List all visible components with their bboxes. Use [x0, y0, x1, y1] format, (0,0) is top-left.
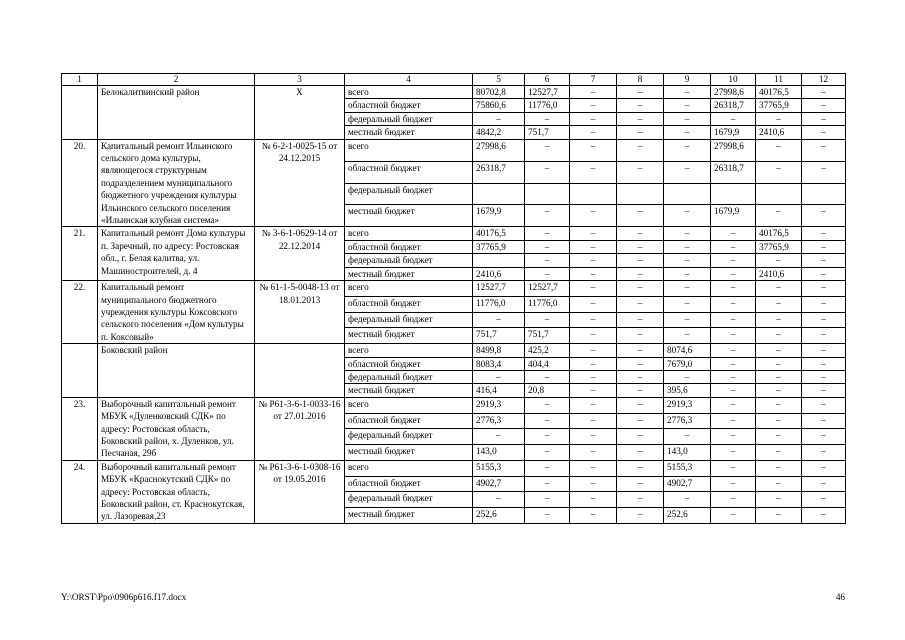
funding-source: местный бюджет [345, 267, 473, 280]
amount-cell-col-5: 4902,7 [473, 476, 525, 492]
amount-cell-col-8: – [617, 312, 664, 328]
amount-cell-col-12: – [802, 508, 846, 524]
amount-cell-col-10: 27998,6 [711, 139, 756, 161]
column-number-row [62, 74, 846, 86]
amount-cell-col-10: – [711, 328, 756, 344]
amount-cell-col-9: – [664, 205, 711, 227]
object-name: Выборочный капитальный ремонт МБУК «Краснокутский СДК» по адресу: Ростовская область, Боковский район, ст. Краснокутская, ул. Лазоревая,23 [98, 460, 255, 523]
amount-cell-col-10: – [711, 296, 756, 312]
amount-cell-col-12: – [802, 328, 846, 344]
amount-cell-col-5: 143,0 [473, 445, 525, 461]
amount-cell-col-9: – [664, 240, 711, 253]
amount-cell-col-12: – [802, 344, 846, 357]
table-row [62, 281, 846, 297]
column-number-5: 5 [473, 74, 525, 86]
amount-cell-col-8: – [617, 227, 664, 240]
amount-cell-col-9: – [664, 227, 711, 240]
amount-cell-col-5: 2919,3 [473, 397, 525, 413]
amount-cell-col-6: – [525, 370, 570, 383]
amount-cell-col-6: 12527,7 [525, 86, 570, 99]
amount-cell-col-8: – [617, 112, 664, 125]
amount-cell-col-8: – [617, 460, 664, 476]
amount-cell-col-5: 252,6 [473, 508, 525, 524]
column-number-3: 3 [255, 74, 345, 86]
amount-cell-col-11: – [756, 328, 802, 344]
amount-cell-col-7: – [570, 312, 617, 328]
amount-cell-col-8: – [617, 445, 664, 461]
amount-cell-col-6: 404,4 [525, 357, 570, 370]
amount-cell-col-5: 751,7 [473, 328, 525, 344]
amount-cell-col-5: 12527,7 [473, 281, 525, 297]
amount-cell-col-7: – [570, 344, 617, 357]
amount-cell-col-5: 4842,2 [473, 126, 525, 139]
budget-table [61, 73, 846, 524]
amount-cell-col-7: – [570, 328, 617, 344]
amount-cell-col-9: – [664, 281, 711, 297]
amount-cell-col-11: – [756, 139, 802, 161]
amount-cell-col-9: 2776,3 [664, 413, 711, 429]
object-name: Капитальный ремонт Дома культуры п. Заречный, по адресу: Ростовская обл., г. Белая калитва, ул. Машиностроителей, д. 4 [98, 227, 255, 281]
amount-cell-col-5: 416,4 [473, 384, 525, 397]
amount-cell-col-11: – [756, 460, 802, 476]
amount-cell-col-7: – [570, 445, 617, 461]
amount-cell-col-10: – [711, 429, 756, 445]
amount-cell-col-5: – [473, 112, 525, 125]
amount-cell-col-11: 37765,9 [756, 99, 802, 112]
amount-cell-col-12 [802, 183, 846, 205]
funding-source: областной бюджет [345, 99, 473, 112]
amount-cell-col-9: – [664, 429, 711, 445]
amount-cell-col-5: – [473, 492, 525, 508]
column-number-6: 6 [525, 74, 570, 86]
amount-cell-col-11: 37765,9 [756, 240, 802, 253]
amount-cell-col-5: 40176,5 [473, 227, 525, 240]
amount-cell-col-9: – [664, 139, 711, 161]
amount-cell-col-9: 252,6 [664, 508, 711, 524]
amount-cell-col-11: – [756, 370, 802, 383]
amount-cell-col-11: – [756, 357, 802, 370]
amount-cell-col-8: – [617, 161, 664, 183]
amount-cell-col-11: – [756, 384, 802, 397]
table-row [62, 86, 846, 99]
amount-cell-col-6: – [525, 429, 570, 445]
column-number-7: 7 [570, 74, 617, 86]
amount-cell-col-6: – [525, 460, 570, 476]
amount-cell-col-6: – [525, 240, 570, 253]
funding-source: федеральный бюджет [345, 429, 473, 445]
amount-cell-col-7: – [570, 227, 617, 240]
amount-cell-col-10: – [711, 240, 756, 253]
funding-source: всего [345, 86, 473, 99]
amount-cell-col-6: 20,8 [525, 384, 570, 397]
item-number: 22. [62, 281, 98, 344]
amount-cell-col-10: – [711, 357, 756, 370]
amount-cell-col-11: 40176,5 [756, 86, 802, 99]
amount-cell-col-5: 11776,0 [473, 296, 525, 312]
amount-cell-col-9: – [664, 126, 711, 139]
amount-cell-col-11: – [756, 161, 802, 183]
amount-cell-col-5: 5155,3 [473, 460, 525, 476]
table-row [62, 139, 846, 161]
amount-cell-col-9: – [664, 99, 711, 112]
amount-cell-col-7: – [570, 476, 617, 492]
amount-cell-col-10: – [711, 281, 756, 297]
amount-cell-col-8: – [617, 139, 664, 161]
funding-source: федеральный бюджет [345, 492, 473, 508]
amount-cell-col-8: – [617, 296, 664, 312]
amount-cell-col-5: 2410,6 [473, 267, 525, 280]
amount-cell-col-6: 11776,0 [525, 296, 570, 312]
amount-cell-col-7: – [570, 296, 617, 312]
amount-cell-col-8: – [617, 384, 664, 397]
amount-cell-col-5: 27998,6 [473, 139, 525, 161]
amount-cell-col-5: – [473, 370, 525, 383]
funding-source: областной бюджет [345, 357, 473, 370]
amount-cell-col-10: 1679,9 [711, 205, 756, 227]
amount-cell-col-8: – [617, 328, 664, 344]
amount-cell-col-8: – [617, 126, 664, 139]
amount-cell-col-6: – [525, 161, 570, 183]
amount-cell-col-9: – [664, 492, 711, 508]
amount-cell-col-7: – [570, 139, 617, 161]
amount-cell-col-9: 8074,6 [664, 344, 711, 357]
amount-cell-col-12: – [802, 397, 846, 413]
amount-cell-col-6: 751,7 [525, 126, 570, 139]
item-number: 23. [62, 397, 98, 460]
amount-cell-col-8: – [617, 254, 664, 267]
amount-cell-col-9: 4902,7 [664, 476, 711, 492]
funding-source: федеральный бюджет [345, 183, 473, 205]
amount-cell-col-9: – [664, 370, 711, 383]
amount-cell-col-9: 143,0 [664, 445, 711, 461]
amount-cell-col-9: – [664, 161, 711, 183]
amount-cell-col-6: – [525, 492, 570, 508]
funding-source: федеральный бюджет [345, 370, 473, 383]
amount-cell-col-12: – [802, 240, 846, 253]
amount-cell-col-12: – [802, 267, 846, 280]
amount-cell-col-8: – [617, 429, 664, 445]
amount-cell-col-10: – [711, 312, 756, 328]
amount-cell-col-9: – [664, 296, 711, 312]
funding-source: всего [345, 344, 473, 357]
funding-source: федеральный бюджет [345, 254, 473, 267]
amount-cell-col-10: – [711, 492, 756, 508]
amount-cell-col-10: – [711, 445, 756, 461]
amount-cell-col-10: – [711, 267, 756, 280]
amount-cell-col-7: – [570, 508, 617, 524]
amount-cell-col-6: – [525, 139, 570, 161]
item-number: 21. [62, 227, 98, 281]
amount-cell-col-12: – [802, 296, 846, 312]
amount-cell-col-10: – [711, 112, 756, 125]
funding-source: федеральный бюджет [345, 112, 473, 125]
amount-cell-col-12: – [802, 205, 846, 227]
object-name: Выборочный капитальный ремонт МБУК «Дуленковский СДК» по адресу: Ростовская область, Боковский район, х. Дуленков, ул. Песчаная, 29б [98, 397, 255, 460]
amount-cell-col-6: 751,7 [525, 328, 570, 344]
amount-cell-col-6: – [525, 508, 570, 524]
amount-cell-col-6 [525, 183, 570, 205]
amount-cell-col-5 [473, 183, 525, 205]
amount-cell-col-12: – [802, 126, 846, 139]
amount-cell-col-7: – [570, 370, 617, 383]
amount-cell-col-11: – [756, 112, 802, 125]
amount-cell-col-7: – [570, 429, 617, 445]
amount-cell-col-11: – [756, 413, 802, 429]
funding-source: всего [345, 397, 473, 413]
object-name: Капитальный ремонт Ильинского сельского дома культуры, являющегося структурным подразделением муниципального бюджетного учреждения культуры Ильинского сельского поселения «Ильинская клубная система» [98, 139, 255, 227]
document-reference: № 6-2-1-0025-15 от 24.12.2015 [255, 139, 345, 227]
amount-cell-col-10: 1679,9 [711, 126, 756, 139]
amount-cell-col-6: – [525, 205, 570, 227]
document-reference: № 61-1-5-0048-13 от 18.01.2013 [255, 281, 345, 344]
amount-cell-col-8: – [617, 508, 664, 524]
amount-cell-col-6: – [525, 227, 570, 240]
amount-cell-col-10: – [711, 460, 756, 476]
amount-cell-col-6: – [525, 413, 570, 429]
amount-cell-col-11: – [756, 508, 802, 524]
document-reference: № Р61-3-6-1-0033-16 от 27.01.2016 [255, 397, 345, 460]
amount-cell-col-9: – [664, 86, 711, 99]
amount-cell-col-12: – [802, 86, 846, 99]
amount-cell-col-10: – [711, 413, 756, 429]
amount-cell-col-10: 26318,7 [711, 99, 756, 112]
amount-cell-col-6: – [525, 445, 570, 461]
footer-file-path: Y:\ORST\Ppo\0906p616.f17.docx [61, 592, 187, 602]
amount-cell-col-9: – [664, 312, 711, 328]
amount-cell-col-10: 27998,6 [711, 86, 756, 99]
amount-cell-col-11: – [756, 312, 802, 328]
table-row [62, 460, 846, 476]
amount-cell-col-8: – [617, 86, 664, 99]
amount-cell-col-6: 12527,7 [525, 281, 570, 297]
document-reference: № 3-6-1-0629-14 от 22.12.2014 [255, 227, 345, 281]
amount-cell-col-10 [711, 183, 756, 205]
amount-cell-col-12: – [802, 445, 846, 461]
amount-cell-col-12: – [802, 370, 846, 383]
amount-cell-col-10: – [711, 384, 756, 397]
column-number-11: 11 [756, 74, 802, 86]
amount-cell-col-7: – [570, 112, 617, 125]
amount-cell-col-11: 2410,6 [756, 267, 802, 280]
document-reference: № Р61-3-6-1-0308-16 от 19.05.2016 [255, 460, 345, 523]
amount-cell-col-9: 2919,3 [664, 397, 711, 413]
document-reference: Х [255, 86, 345, 140]
amount-cell-col-12: – [802, 99, 846, 112]
amount-cell-col-8: – [617, 205, 664, 227]
funding-source: областной бюджет [345, 413, 473, 429]
amount-cell-col-10: – [711, 397, 756, 413]
object-name: Капитальный ремонт муниципального бюджетного учреждения культуры Коксовского сельского поселения «Дом культуры п. Коксовый» [98, 281, 255, 344]
funding-source: областной бюджет [345, 296, 473, 312]
amount-cell-col-6: – [525, 267, 570, 280]
amount-cell-col-11: – [756, 254, 802, 267]
amount-cell-col-12: – [802, 476, 846, 492]
amount-cell-col-11: – [756, 445, 802, 461]
amount-cell-col-5: 26318,7 [473, 161, 525, 183]
amount-cell-col-8: – [617, 344, 664, 357]
amount-cell-col-7: – [570, 384, 617, 397]
amount-cell-col-8: – [617, 397, 664, 413]
amount-cell-col-11: – [756, 476, 802, 492]
amount-cell-col-10: – [711, 254, 756, 267]
funding-source: местный бюджет [345, 445, 473, 461]
amount-cell-col-12: – [802, 384, 846, 397]
funding-source: областной бюджет [345, 240, 473, 253]
amount-cell-col-6: 11776,0 [525, 99, 570, 112]
amount-cell-col-5: – [473, 429, 525, 445]
amount-cell-col-6: – [525, 254, 570, 267]
amount-cell-col-7: – [570, 397, 617, 413]
funding-source: областной бюджет [345, 476, 473, 492]
table-row [62, 344, 846, 357]
amount-cell-col-11: – [756, 492, 802, 508]
column-number-8: 8 [617, 74, 664, 86]
amount-cell-col-12: – [802, 161, 846, 183]
amount-cell-col-11: – [756, 205, 802, 227]
amount-cell-col-8: – [617, 357, 664, 370]
amount-cell-col-8: – [617, 240, 664, 253]
amount-cell-col-5: 75860,6 [473, 99, 525, 112]
column-number-10: 10 [711, 74, 756, 86]
column-number-9: 9 [664, 74, 711, 86]
amount-cell-col-9: – [664, 328, 711, 344]
column-number-12: 12 [802, 74, 846, 86]
amount-cell-col-6: – [525, 397, 570, 413]
amount-cell-col-9 [664, 183, 711, 205]
amount-cell-col-10: – [711, 344, 756, 357]
amount-cell-col-12: – [802, 492, 846, 508]
amount-cell-col-9: – [664, 112, 711, 125]
funding-source: местный бюджет [345, 126, 473, 139]
amount-cell-col-7: – [570, 126, 617, 139]
amount-cell-col-7: – [570, 413, 617, 429]
amount-cell-col-11: – [756, 296, 802, 312]
amount-cell-col-9: – [664, 254, 711, 267]
amount-cell-col-8: – [617, 267, 664, 280]
column-number-2: 2 [98, 74, 255, 86]
object-name: Белокалитвинский район [98, 86, 255, 140]
item-number [62, 86, 98, 140]
amount-cell-col-11: – [756, 429, 802, 445]
amount-cell-col-7 [570, 183, 617, 205]
amount-cell-col-12: – [802, 112, 846, 125]
funding-source: федеральный бюджет [345, 312, 473, 328]
amount-cell-col-8: – [617, 370, 664, 383]
footer-page-number: 46 [835, 592, 845, 602]
table-row [62, 227, 846, 240]
item-number: 24. [62, 460, 98, 523]
amount-cell-col-7: – [570, 357, 617, 370]
column-number-4: 4 [345, 74, 473, 86]
amount-cell-col-9: 395,6 [664, 384, 711, 397]
funding-source: местный бюджет [345, 328, 473, 344]
amount-cell-col-6: – [525, 476, 570, 492]
object-name: Боковский район [98, 344, 255, 398]
funding-source: местный бюджет [345, 508, 473, 524]
amount-cell-col-5: 8499,8 [473, 344, 525, 357]
amount-cell-col-12: – [802, 139, 846, 161]
amount-cell-col-11: – [756, 281, 802, 297]
funding-source: всего [345, 227, 473, 240]
amount-cell-col-8: – [617, 476, 664, 492]
amount-cell-col-5: 80702,8 [473, 86, 525, 99]
amount-cell-col-6: – [525, 312, 570, 328]
amount-cell-col-7: – [570, 240, 617, 253]
amount-cell-col-8 [617, 183, 664, 205]
amount-cell-col-11 [756, 183, 802, 205]
amount-cell-col-8: – [617, 281, 664, 297]
amount-cell-col-8: – [617, 413, 664, 429]
amount-cell-col-5 [473, 254, 525, 267]
amount-cell-col-12: – [802, 413, 846, 429]
funding-source: всего [345, 281, 473, 297]
amount-cell-col-9: 7679,0 [664, 357, 711, 370]
document-reference [255, 344, 345, 398]
amount-cell-col-5: 37765,9 [473, 240, 525, 253]
amount-cell-col-11: 2410,6 [756, 126, 802, 139]
amount-cell-col-12: – [802, 312, 846, 328]
amount-cell-col-5: – [473, 312, 525, 328]
amount-cell-col-10: – [711, 476, 756, 492]
amount-cell-col-6: 425,2 [525, 344, 570, 357]
amount-cell-col-11: 40176,5 [756, 227, 802, 240]
amount-cell-col-7: – [570, 267, 617, 280]
amount-cell-col-5: 2776,3 [473, 413, 525, 429]
amount-cell-col-9: 5155,3 [664, 460, 711, 476]
amount-cell-col-7: – [570, 99, 617, 112]
amount-cell-col-10: – [711, 227, 756, 240]
funding-source: всего [345, 460, 473, 476]
table-row [62, 397, 846, 413]
amount-cell-col-10: 26318,7 [711, 161, 756, 183]
amount-cell-col-7: – [570, 86, 617, 99]
amount-cell-col-12: – [802, 429, 846, 445]
funding-source: областной бюджет [345, 161, 473, 183]
amount-cell-col-7: – [570, 492, 617, 508]
amount-cell-col-12: – [802, 357, 846, 370]
item-number: 20. [62, 139, 98, 227]
amount-cell-col-12: – [802, 281, 846, 297]
amount-cell-col-12: – [802, 254, 846, 267]
amount-cell-col-7: – [570, 460, 617, 476]
amount-cell-col-8: – [617, 492, 664, 508]
amount-cell-col-11: – [756, 397, 802, 413]
funding-source: местный бюджет [345, 205, 473, 227]
amount-cell-col-12: – [802, 460, 846, 476]
amount-cell-col-12: – [802, 227, 846, 240]
funding-source: местный бюджет [345, 384, 473, 397]
column-number-1: 1 [62, 74, 98, 86]
amount-cell-col-6: – [525, 112, 570, 125]
amount-cell-col-10: – [711, 508, 756, 524]
amount-cell-col-5: 1679,9 [473, 205, 525, 227]
amount-cell-col-7: – [570, 254, 617, 267]
amount-cell-col-8: – [617, 99, 664, 112]
amount-cell-col-10: – [711, 370, 756, 383]
amount-cell-col-7: – [570, 205, 617, 227]
amount-cell-col-9: – [664, 267, 711, 280]
amount-cell-col-11: – [756, 344, 802, 357]
item-number [62, 344, 98, 398]
amount-cell-col-7: – [570, 281, 617, 297]
amount-cell-col-5: 8083,4 [473, 357, 525, 370]
amount-cell-col-7: – [570, 161, 617, 183]
funding-source: всего [345, 139, 473, 161]
